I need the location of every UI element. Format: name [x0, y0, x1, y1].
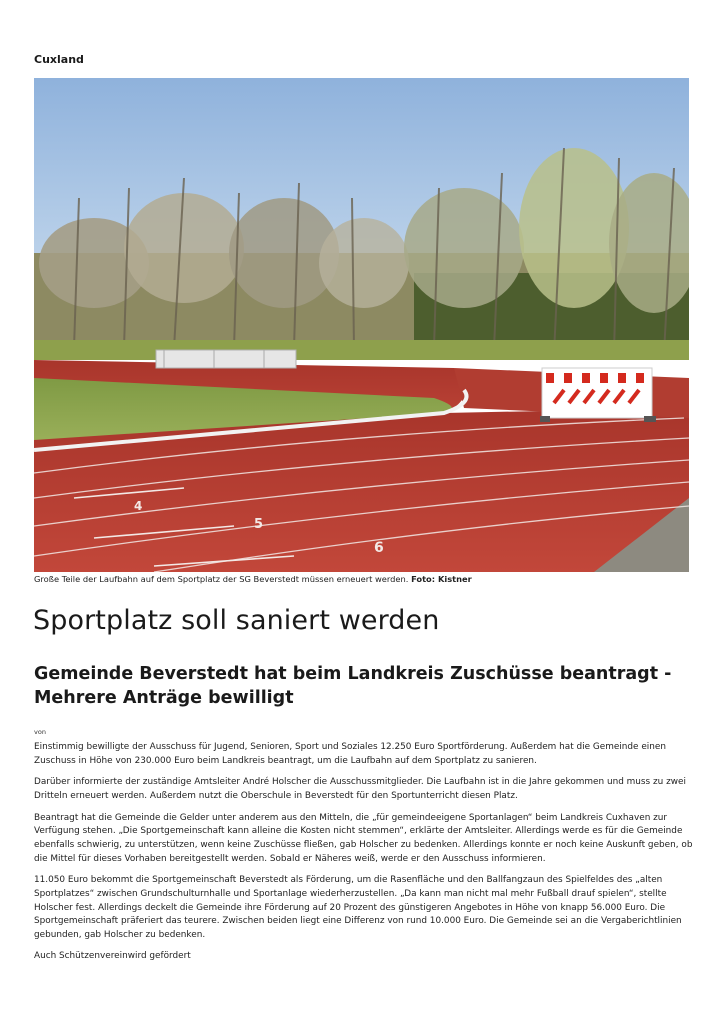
construction-barrier: [540, 368, 656, 422]
byline: von: [34, 728, 46, 736]
paragraph: 11.050 Euro bekommt die Sportgemeinschaft Beverstedt als Förderung, um die Rasenfläche und den Ballfangzaun des Spielfeldes des „alten Sportplatzes“ zwischen Grundschulturnhalle und Sportanlage wiederherzustellen. „Da kann man nicht mal mehr Fußball drauf spielen“, stellte Holscher fest. Allerdings deckelt die Gemeinde ihre Förderung auf 20 Prozent des günstigeren Angebotes in Höhe von knapp 56.000 Euro. Die Sportgemeinschaft präferiert das teurere. Zwischen beiden liegt eine Differenz von rund 10.000 Euro. Die Gemeinde sei an die Vergaberichtlinien gebunden, gab Holscher zu bedenken.: [34, 875, 682, 940]
photo-caption: [34, 574, 694, 584]
lane-number-5: 5: [254, 517, 264, 532]
article-photo: [34, 78, 689, 572]
lane-number-6: 6: [374, 540, 384, 556]
article-body: [34, 741, 694, 972]
section-label: Cuxland: [34, 53, 84, 66]
paragraph: Beantragt hat die Gemeinde die Gelder unter anderem aus den Mitteln, die „für gemeindeeigene Sportanlagen“ beim Landkreis Cuxhaven zur Verfügung stehen. „Die Sportgemeinschaft kann alleine die Kosten nicht stemmen“, erklärte der Amtsleiter. Allerdings werde es für die Gemeinde ebenfalls schwierig, zu unterstützen, wenn keine Zuschüsse fließen, gab Holscher zu bedenken. Allerdings konnte er noch keine Auskunft geben, ob die Mittel für dieses Vorhaben bereitgestellt werden. Sobald er Näheres weiß, werde er den Ausschuss informieren.: [34, 812, 693, 864]
paragraph: Darüber informierte der zuständige Amtsleiter André Holscher die Ausschussmitglieder. Die Laufbahn ist in die Jahre gekommen und muss zu zwei Dritteln erneuert werden. Außerdem nutzt die Oberschule in Beverstedt für den Sportunterricht diesen Platz.: [34, 777, 686, 801]
headline: Sportplatz soll saniert werden: [33, 605, 440, 636]
paragraph: Auch Schützenvereinwird gefördert: [34, 951, 191, 962]
caption-text: Große Teile der Laufbahn auf dem Sportplatz der SG Beverstedt müssen erneuert werden.: [34, 574, 409, 584]
subheadline: Gemeinde Beverstedt hat beim Landkreis Zuschüsse beantragt - Mehrere Anträge bewilligt: [34, 664, 672, 708]
hurdle-stack: [156, 350, 296, 368]
lane-number-4: 4: [134, 499, 143, 513]
paragraph: Einstimmig bewilligte der Ausschuss für Jugend, Senioren, Sport und Soziales 12.250 Euro Sportförderung. Außerdem hat die Gemeinde einen Zuschuss in Höhe von 230.000 Euro beim Landkreis beantragt, um die Laufbahn auf dem Sportplatz zu sanieren.: [34, 742, 666, 766]
photo-credit: Foto: Kistner: [411, 574, 472, 584]
